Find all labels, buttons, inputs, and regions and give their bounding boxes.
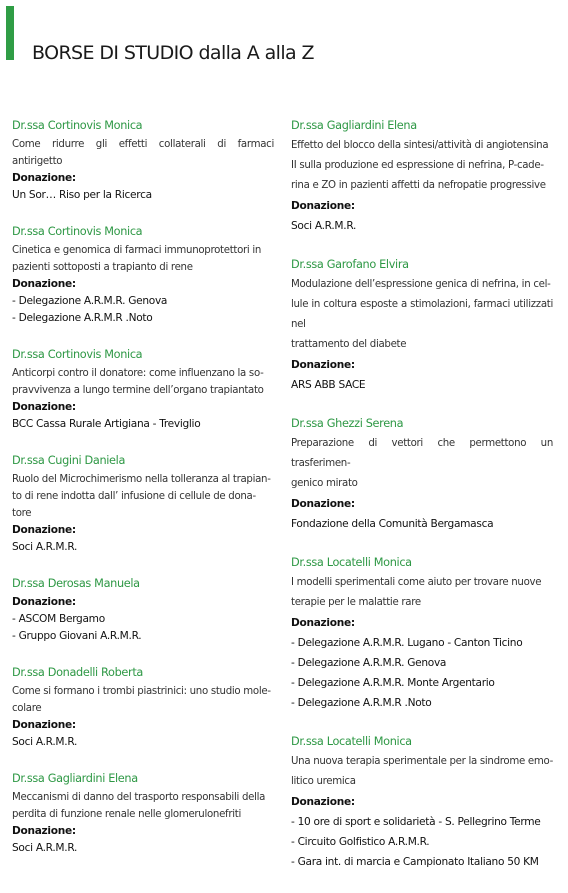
donation-label: Donazione: xyxy=(291,796,355,808)
study-description-line: colare xyxy=(12,703,42,714)
study-description-line: pravvivenza a lungo termine dell’organo trapiantato xyxy=(12,385,264,396)
recipient-name: Dr.ssa Derosas Manuela xyxy=(12,577,140,590)
donation-label: Donazione: xyxy=(12,596,76,608)
recipient-name: Dr.ssa Garofano Elvira xyxy=(291,258,409,271)
recipient-name: Dr.ssa Donadelli Roberta xyxy=(12,666,143,679)
recipient-name: Dr.ssa Locatelli Monica xyxy=(291,556,412,569)
scholarship-entry xyxy=(12,453,274,556)
study-description-line: terapie per le malattie rare xyxy=(291,597,421,608)
recipient-name: Dr.ssa Cugini Daniela xyxy=(12,454,126,467)
page-title: BORSE DI STUDIO dalla A alla Z xyxy=(32,42,314,64)
donor-item: BCC Cassa Rurale Artigiana - Treviglio xyxy=(12,418,201,430)
donation-label: Donazione: xyxy=(12,524,76,536)
donation-label: Donazione: xyxy=(12,401,76,413)
study-description-line: pazienti sottoposti a trapianto di rene xyxy=(12,262,193,273)
recipient-name: Dr.ssa Cortinovis Monica xyxy=(12,348,143,361)
donor-item: - Gruppo Giovani A.R.M.R. xyxy=(12,630,142,642)
donation-label: Donazione: xyxy=(291,498,355,510)
study-description-line: Ruolo del Microchimerismo nella tolleranza al trapian- xyxy=(12,474,271,485)
donation-label: Donazione: xyxy=(291,200,355,212)
recipient-name: Dr.ssa Gagliardini Elena xyxy=(12,772,138,785)
scholarship-entry xyxy=(12,118,274,204)
study-description-line: Meccanismi di danno del trasporto responsabili della xyxy=(12,792,266,803)
donor-item: - Delegazione A.R.M.R. Genova xyxy=(12,295,168,307)
donor-item: - Delegazione A.R.M.R. Lugano - Canton Ticino xyxy=(291,637,523,649)
title-accent-bar xyxy=(6,6,14,60)
donor-item: ARS ABB SACE xyxy=(291,379,366,391)
study-description-line: perdita di funzione renale nelle glomerulonefriti xyxy=(12,809,241,820)
donor-item: - Delegazione A.R.M.R .Noto xyxy=(12,312,153,324)
scholarship-entry xyxy=(12,224,274,327)
left-column xyxy=(12,118,274,877)
study-description-line: rina e ZO in pazienti affetti da nefropatie progressive xyxy=(291,180,546,191)
study-description-line: Come ridurre gli effetti collaterali di farmaci antirigetto xyxy=(12,139,274,167)
study-description-line: Effetto del blocco della sintesi/attività di angiotensina xyxy=(291,140,549,151)
donation-label: Donazione: xyxy=(291,617,355,629)
donor-item: Soci A.R.M.R. xyxy=(12,736,78,748)
donor-item: - Delegazione A.R.M.R .Noto xyxy=(291,697,432,709)
donation-label: Donazione: xyxy=(291,359,355,371)
scholarship-entry xyxy=(291,257,553,395)
study-description-line: Modulazione dell’espressione genica di nefrina, in cel- xyxy=(291,279,551,290)
scholarship-entry xyxy=(12,665,274,751)
scholarship-entry xyxy=(12,347,274,433)
study-description-line: Una nuova terapia sperimentale per la sindrome emo- xyxy=(291,756,553,767)
study-description-line: Cinetica e genomica di farmaci immunoprotettori in xyxy=(12,245,262,256)
donation-label: Donazione: xyxy=(12,278,76,290)
donor-item: - Delegazione A.R.M.R. Monte Argentario xyxy=(291,677,495,689)
scholarship-entry xyxy=(12,576,274,645)
recipient-name: Dr.ssa Gagliardini Elena xyxy=(291,119,417,132)
study-description-line: lule in coltura esposte a stimolazioni, farmaci utilizzati nel xyxy=(291,299,553,330)
study-description-line: litico uremica xyxy=(291,776,356,787)
donor-item: - Delegazione A.R.M.R. Genova xyxy=(291,657,447,669)
donor-item: - ASCOM Bergamo xyxy=(12,613,105,625)
recipient-name: Dr.ssa Cortinovis Monica xyxy=(12,119,143,132)
study-description-line: II sulla produzione ed espressione di nefrina, P-cade- xyxy=(291,160,544,171)
study-description-line: Anticorpi contro il donatore: come influenzano la so- xyxy=(12,368,264,379)
donor-item: Soci A.R.M.R. xyxy=(291,220,357,232)
study-description-line: tore xyxy=(12,508,32,519)
study-description-line: I modelli sperimentali come aiuto per trovare nuove xyxy=(291,577,542,588)
study-description-line: to di rene indotta dall’ infusione di cellule de dona- xyxy=(12,491,256,502)
scholarship-entry xyxy=(12,771,274,857)
study-description-line: genico mirato xyxy=(291,478,358,489)
scholarship-entry xyxy=(291,118,553,236)
recipient-name: Dr.ssa Cortinovis Monica xyxy=(12,225,143,238)
donation-label: Donazione: xyxy=(12,825,76,837)
donation-label: Donazione: xyxy=(12,172,76,184)
recipient-name: Dr.ssa Ghezzi Serena xyxy=(291,417,404,430)
donation-label: Donazione: xyxy=(12,719,76,731)
recipient-name: Dr.ssa Locatelli Monica xyxy=(291,735,412,748)
right-column xyxy=(291,118,553,893)
donor-item: - Gara int. di marcia e Campionato Italiano 50 KM xyxy=(291,856,539,868)
donor-item: Soci A.R.M.R. xyxy=(12,842,78,854)
donor-item: - Circuito Golfistico A.R.M.R. xyxy=(291,836,430,848)
scholarship-entry xyxy=(291,734,553,872)
donor-item: - 10 ore di sport e solidarietà - S. Pellegrino Terme xyxy=(291,816,541,828)
donor-item: Soci A.R.M.R. xyxy=(12,541,78,553)
donor-item: Un Sor… Riso per la Ricerca xyxy=(12,189,152,201)
scholarship-entry xyxy=(291,555,553,713)
study-description-line: Preparazione di vettori che permettono un trasferimen- xyxy=(291,438,553,469)
donor-item: Fondazione della Comunità Bergamasca xyxy=(291,518,494,530)
study-description-line: Come si formano i trombi piastrinici: uno studio mole- xyxy=(12,686,271,697)
study-description-line: trattamento del diabete xyxy=(291,339,407,350)
scholarship-entry xyxy=(291,416,553,534)
